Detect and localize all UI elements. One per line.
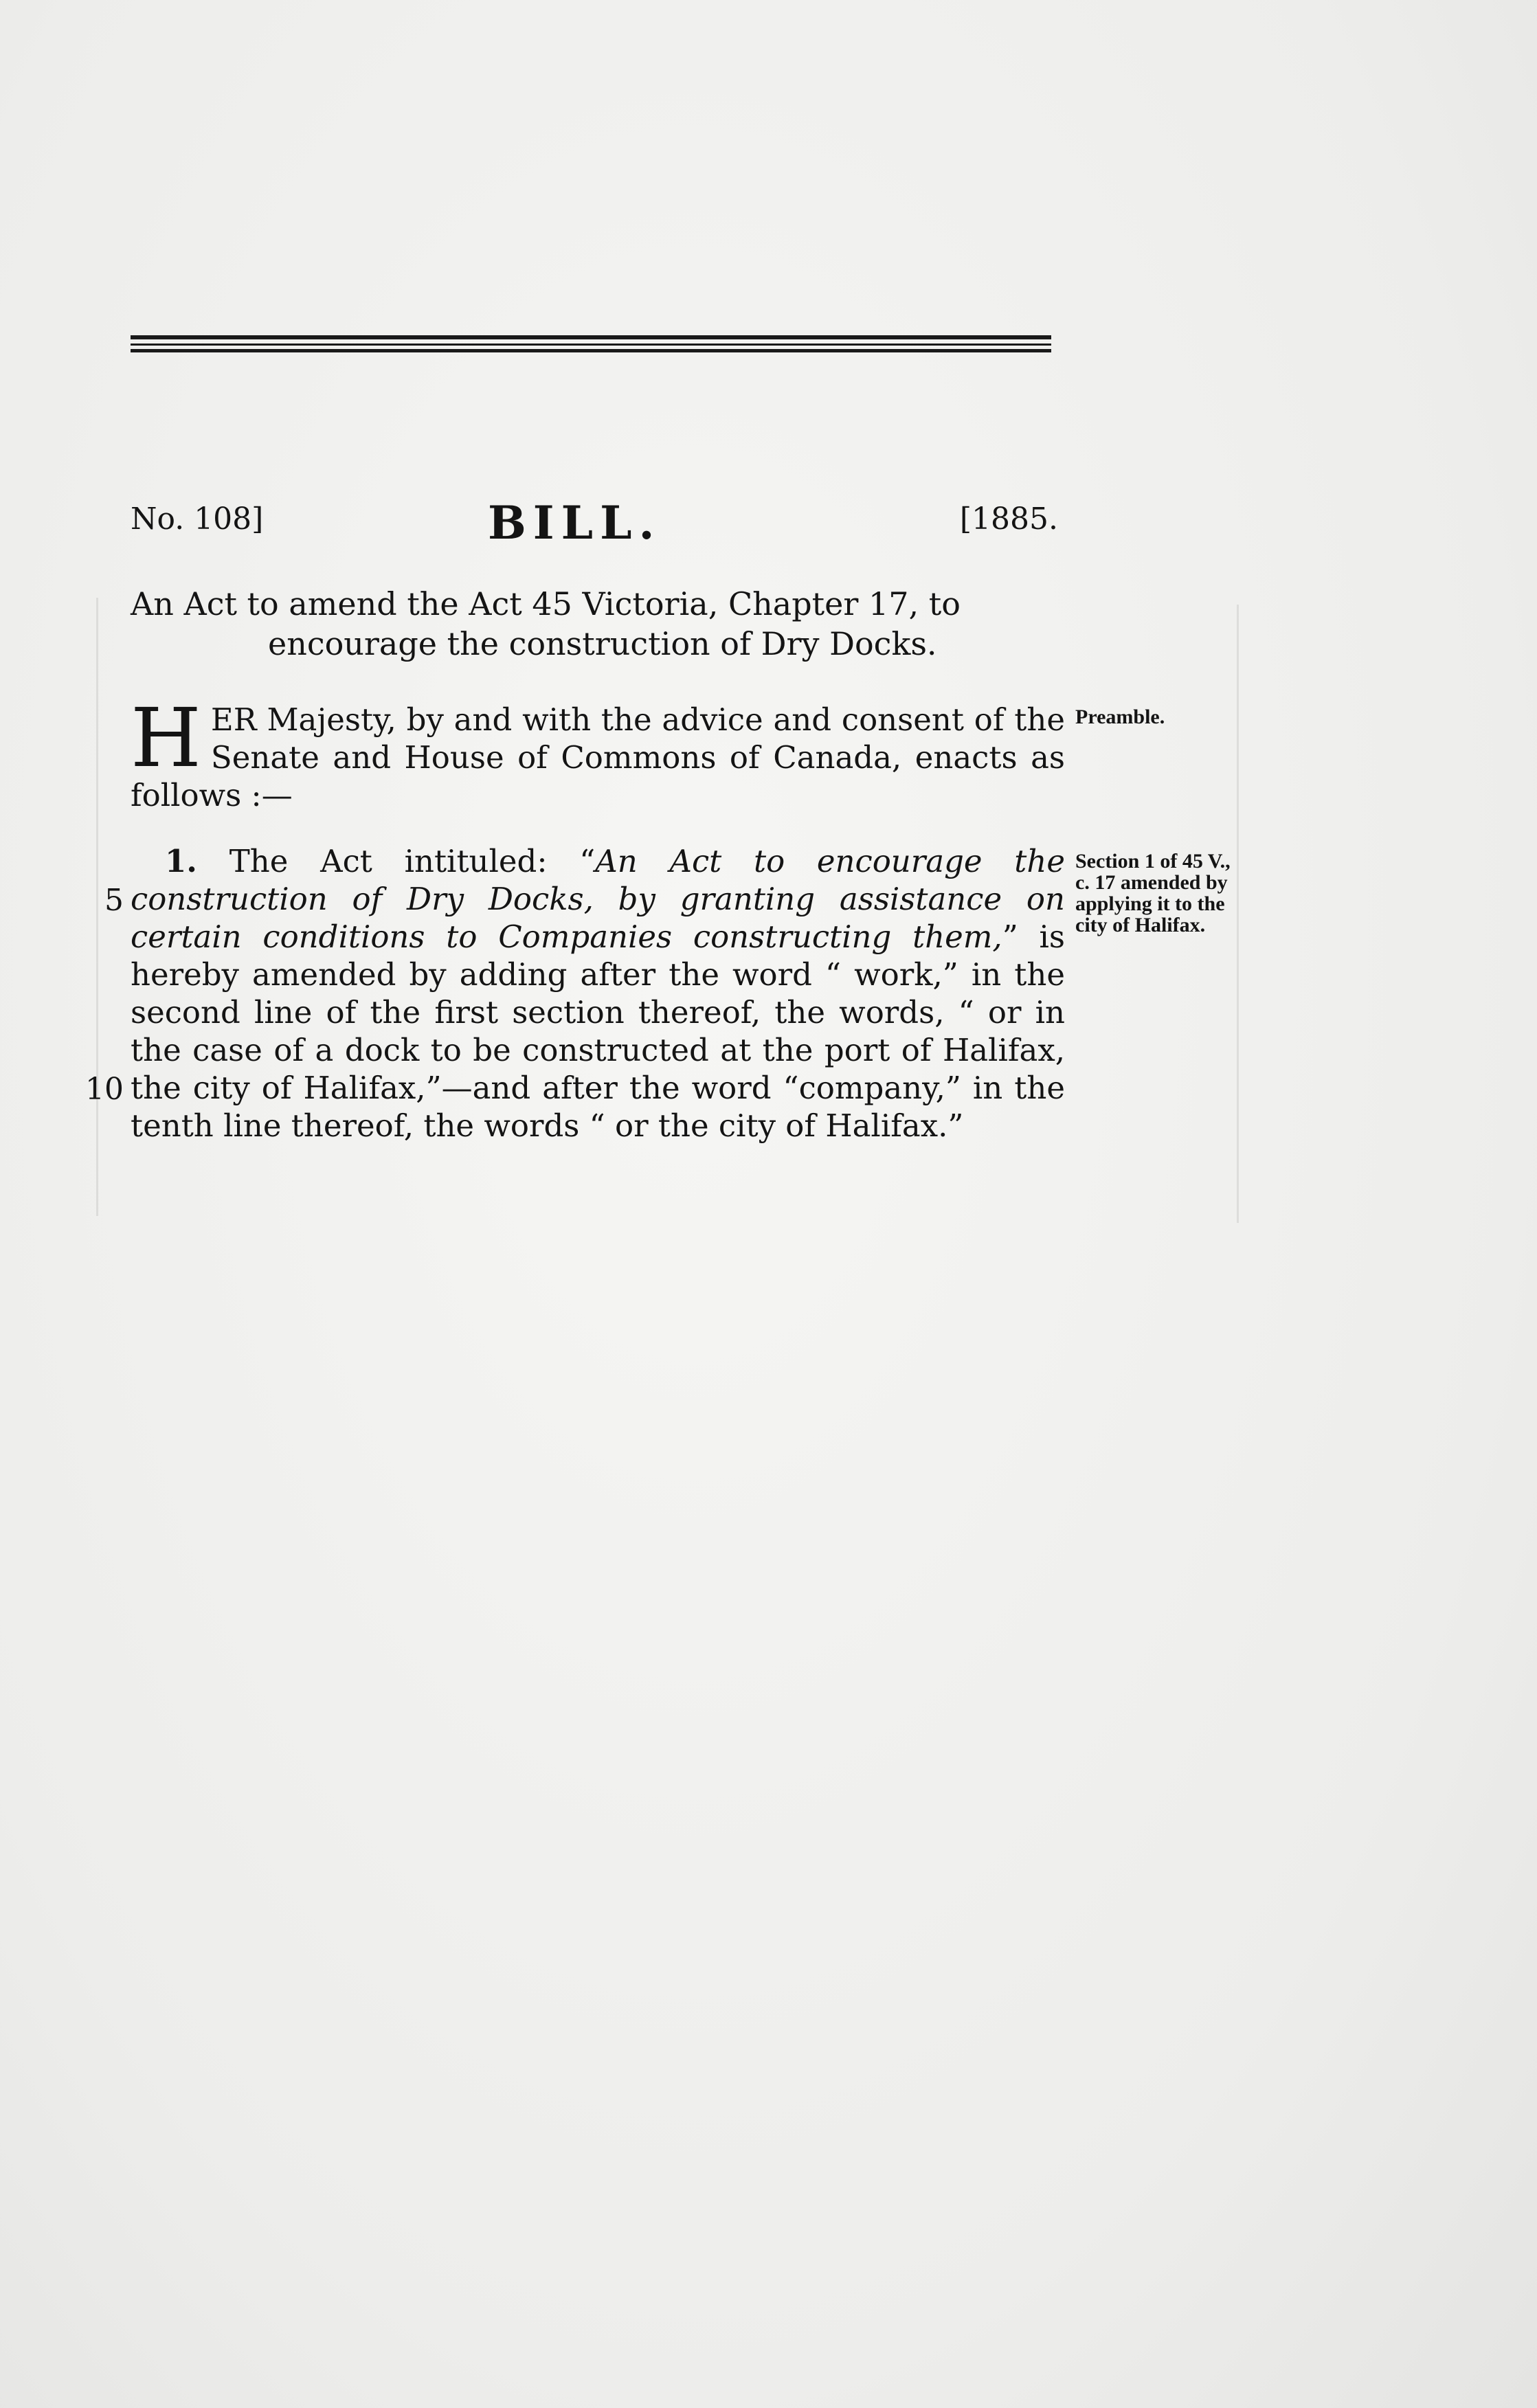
section-1-paragraph: [131, 842, 1065, 1145]
section-intro: The Act intituled: “: [197, 843, 596, 879]
line-number: 10: [85, 1072, 124, 1107]
header-rule: [131, 344, 1051, 346]
drop-cap: H: [131, 690, 201, 785]
bill-number: No. 108]: [131, 502, 264, 537]
preamble-paragraph: [131, 690, 1065, 814]
bleed-through-margin: [1237, 605, 1294, 1223]
bill-title: BILL.: [488, 496, 662, 550]
section-body: ” is hereby amended by adding after the word “ work,” in the second line of the first section thereof, the words, “ or in the case of a dock to be constructed at the port of Halifax, the city of Halifax,”—and after the word “company,” in the tenth line thereof, the words “ or the city of Halifax.”: [131, 919, 1066, 1144]
header-rule: [131, 335, 1051, 339]
line-number: 5: [104, 883, 124, 918]
margin-note-section-1: Section 1 of 45 V., c. 17 amended by applying it to the city of Halifax.: [1075, 850, 1231, 936]
preamble-text: ER Majesty, by and with the advice and consent of the Senate and House of Commons of Canada, enacts as follows :—: [131, 701, 1065, 813]
act-title: [131, 584, 1065, 664]
bill-year: [1885.: [959, 502, 1058, 537]
cited-act-title: An Act to encourage the construction of Dry Docks, by granting assistance on certain conditions to Companies constructing them,: [131, 843, 1065, 955]
act-title-line1: An Act to amend the Act 45 Victoria, Chapter 17, to: [131, 585, 961, 622]
act-title-line2: encourage the construction of Dry Docks.: [268, 625, 937, 662]
header-rule: [131, 349, 1051, 352]
margin-note-preamble: Preamble.: [1075, 706, 1165, 728]
bill-header: [131, 496, 1058, 550]
section-number: 1.: [165, 843, 197, 879]
